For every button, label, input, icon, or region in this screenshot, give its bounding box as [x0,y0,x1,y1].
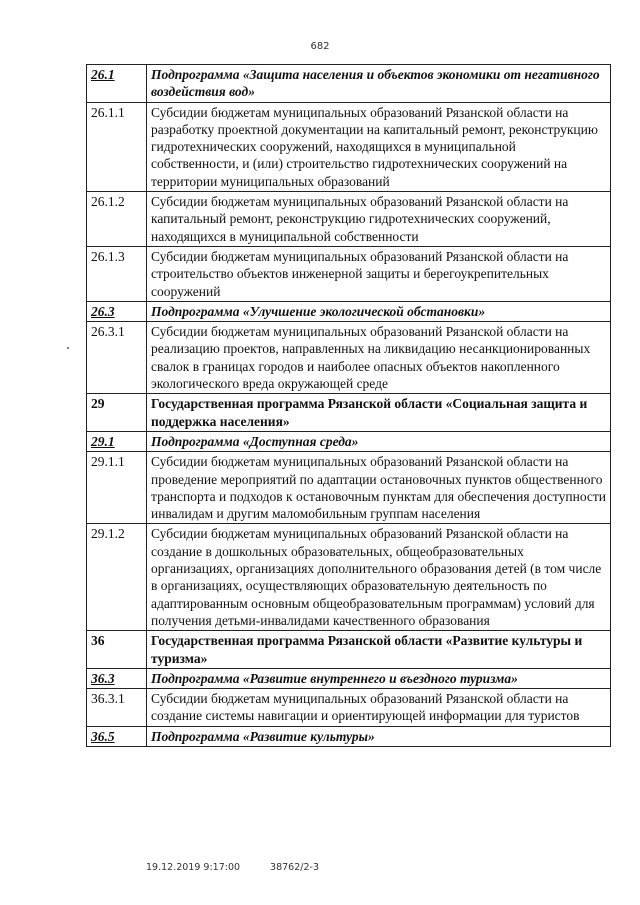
subprogram-row [87,431,611,451]
row-text: Субсидии бюджетам муниципальных образований Рязанской области на капитальный ремонт, реконструкцию гидротехнических сооружений, находящихся в муниципальной собственности [147,192,611,247]
row-code: 26.1.1 [87,102,147,191]
footer-doc-id: 38762/2-3 [270,862,319,873]
table-row [87,452,611,524]
row-code: 26.3.1 [87,322,147,394]
row-code: 36.3.1 [87,689,147,727]
page-number: 682 [310,41,330,52]
row-text: Субсидии бюджетам муниципальных образований Рязанской области на создание системы навигации и ориентирующей информации для туристов [147,689,611,727]
row-code: 26.1 [87,65,147,103]
row-code: 26.1.3 [87,246,147,301]
document-table-body [87,65,611,747]
row-code: 36.3 [87,668,147,688]
footer [146,862,319,873]
row-text: Субсидии бюджетам муниципальных образований Рязанской области на проведение мероприятий по адаптации остановочных пунктов общественного транспорта и подходов к остановочным пунктам для обеспечения доступности инвалидам и другим маломобильным группам населения [147,452,611,524]
row-code: 36 [87,631,147,669]
table-row [87,524,611,631]
program-row [87,631,611,669]
program-row [87,394,611,432]
table-row [87,689,611,727]
subprogram-row [87,65,611,103]
row-text: Подпрограмма «Улучшение экологической обстановки» [147,301,611,321]
table-row [87,322,611,394]
table-row [87,246,611,301]
row-text: Субсидии бюджетам муниципальных образований Рязанской области на создание в дошкольных образовательных, общеобразовательных организациях, организациях дополнительного образования детей (в том числе в организациях, осуществляющих образовательную деятельность по адаптированным основным общеобразовательным программам) условий для получения детьми-инвалидами качественного образования [147,524,611,631]
row-code: 29.1 [87,431,147,451]
subprogram-row [87,301,611,321]
row-text: Подпрограмма «Защита населения и объектов экономики от негативного воздействия вод» [147,65,611,103]
row-text: Подпрограмма «Развитие культуры» [147,726,611,746]
row-code: 36.5 [87,726,147,746]
table-row [87,102,611,191]
row-text: Государственная программа Рязанской области «Социальная защита и поддержка населения» [147,394,611,432]
row-text: Субсидии бюджетам муниципальных образований Рязанской области на строительство объектов инженерной защиты и берегоукрепительных сооружений [147,246,611,301]
document-table [86,64,611,747]
row-text: Субсидии бюджетам муниципальных образований Рязанской области на разработку проектной документации на капитальный ремонт, реконструкцию гидротехнических сооружений, находящихся в муниципальной собственности, и (или) строительство гидротехнических сооружений на территории муниципальных образований [147,102,611,191]
footer-datetime: 19.12.2019 9:17:00 [146,862,241,873]
row-text: Подпрограмма «Доступная среда» [147,431,611,451]
row-code: 29.1.2 [87,524,147,631]
row-text: Государственная программа Рязанской области «Развитие культуры и туризма» [147,631,611,669]
subprogram-row [87,726,611,746]
row-text: Субсидии бюджетам муниципальных образований Рязанской области на реализацию проектов, направленных на ликвидацию несанкционированных свалок в границах городов и наиболее опасных объектов накопленного экологического вреда окружающей среде [147,322,611,394]
row-code: 29.1.1 [87,452,147,524]
row-code: 26.3 [87,301,147,321]
subprogram-row [87,668,611,688]
row-code: 26.1.2 [87,192,147,247]
table-row [87,192,611,247]
row-code: 29 [87,394,147,432]
row-text: Подпрограмма «Развитие внутреннего и въездного туризма» [147,668,611,688]
margin-mark [67,347,69,349]
